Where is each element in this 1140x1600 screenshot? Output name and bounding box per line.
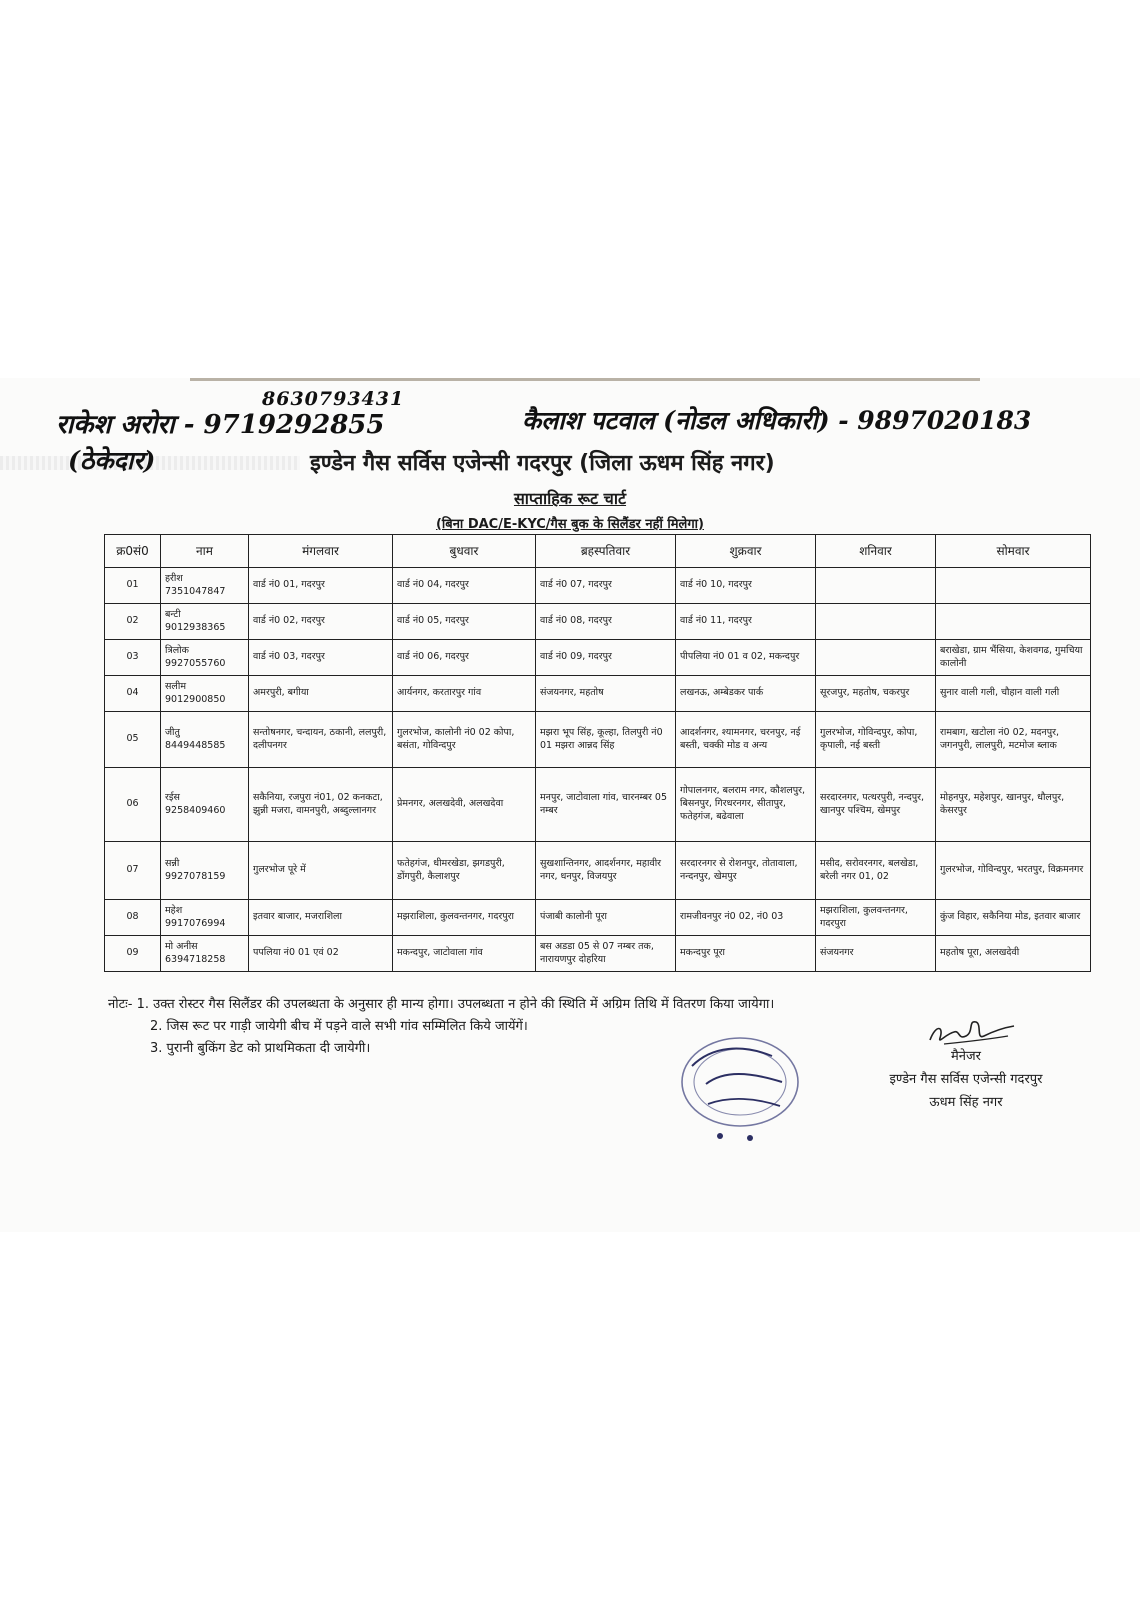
route-cell-thu: मनपुर, जाटोवाला गांव, चारनम्बर 05 नम्बर — [536, 768, 676, 842]
route-cell-mon — [936, 568, 1091, 604]
driver-cell — [161, 568, 249, 604]
driver-phone: 9927055760 — [165, 657, 226, 669]
driver-phone: 9012900850 — [165, 693, 226, 705]
table-row — [105, 900, 1091, 936]
route-cell-fri: वार्ड नं0 11, गदरपुर — [676, 604, 816, 640]
route-cell-sat: सरदारनगर, पत्थरपुरी, नन्दपुर, खानपुर पश्चिम, खेमपुर — [816, 768, 936, 842]
table-row — [105, 604, 1091, 640]
driver-name: मो अनीस — [165, 940, 198, 952]
driver-phone: 6394718258 — [165, 953, 226, 965]
route-cell-wed: वार्ड नं0 06, गदरपुर — [393, 640, 536, 676]
column-header: बुधवार — [393, 535, 536, 568]
table-row — [105, 640, 1091, 676]
handwritten-alt-phone: 8630793431 — [262, 388, 405, 410]
route-cell-mon: महतोष पूरा, अलखदेवी — [936, 936, 1091, 972]
route-cell-thu: वार्ड नं0 08, गदरपुर — [536, 604, 676, 640]
route-cell-sat — [816, 604, 936, 640]
agency-title: इण्डेन गैस सर्विस एजेन्सी गदरपुर (जिला ऊधम सिंह नगर) — [310, 451, 775, 476]
route-cell-sat — [816, 640, 936, 676]
note-item — [108, 994, 1068, 1016]
route-cell-thu: संजयनगर, महतोष — [536, 676, 676, 712]
route-cell-wed: आर्यनगर, करतारपुर गांव — [393, 676, 536, 712]
note-text: 3. पुरानी बुकिंग डेट को प्राथमिकता दी जायेगी। — [150, 1041, 371, 1057]
driver-name: हरीश — [165, 572, 183, 584]
signatory-block — [836, 1046, 1096, 1114]
route-cell-wed: फतेहगंज, धीमरखेडा, झगडपुरी, डोंगपुरी, कैलाशपुर — [393, 842, 536, 900]
route-cell-mon: सुनार वाली गली, चौहान वाली गली — [936, 676, 1091, 712]
route-cell-sat: संजयनगर — [816, 936, 936, 972]
route-cell-mon: बराखेडा, ग्राम भैंसिया, केशवगढ, गुमचिया कालोनी — [936, 640, 1091, 676]
driver-name: सलीम — [165, 680, 187, 692]
serial-number: 01 — [105, 568, 161, 604]
chart-subtitle — [0, 487, 1140, 509]
serial-number: 05 — [105, 712, 161, 768]
route-cell-wed: मझराशिला, कुलवन्तनगर, गदरपुरा — [393, 900, 536, 936]
route-cell-tue: वार्ड नं0 02, गदरपुर — [249, 604, 393, 640]
route-cell-tue: गुलरभोज पूरे में — [249, 842, 393, 900]
route-cell-fri: वार्ड नं0 10, गदरपुर — [676, 568, 816, 604]
driver-cell — [161, 604, 249, 640]
route-cell-fri: लखनऊ, अम्बेडकर पार्क — [676, 676, 816, 712]
column-header: शनिवार — [816, 535, 936, 568]
driver-phone: 9917076994 — [165, 917, 226, 929]
route-cell-thu: मझरा भूप सिंह, कूल्हा, तिलपुरी नं0 01 मझरा आन्नद सिंह — [536, 712, 676, 768]
route-cell-sat: सूरजपुर, महतोष, चकरपुर — [816, 676, 936, 712]
route-cell-thu: वार्ड नं0 07, गदरपुर — [536, 568, 676, 604]
driver-cell — [161, 640, 249, 676]
driver-phone: 9012938365 — [165, 621, 226, 633]
route-cell-fri: आदर्शनगर, श्यामनगर, चरनपुर, नई बस्ती, चक्की मोड व अन्य — [676, 712, 816, 768]
route-cell-tue: सन्तोषनगर, चन्दायन, ठकानी, ललपुरी, दलीपनगर — [249, 712, 393, 768]
driver-name: रईस — [165, 791, 180, 803]
table-row — [105, 936, 1091, 972]
route-cell-thu: वार्ड नं0 09, गदरपुर — [536, 640, 676, 676]
driver-cell — [161, 676, 249, 712]
route-cell-mon: रामबाग, खटोला नं0 02, मदनपुर, जगनपुरी, लालपुरी, मटमोज ब्लाक — [936, 712, 1091, 768]
route-cell-fri: रामजीवनपुर नं0 02, नं0 03 — [676, 900, 816, 936]
route-cell-thu: पंजाबी कालोनी पूरा — [536, 900, 676, 936]
column-header: सोमवार — [936, 535, 1091, 568]
signatory-org: इण्डेन गैस सर्विस एजेन्सी गदरपुर — [889, 1071, 1043, 1087]
route-cell-wed: वार्ड नं0 04, गदरपुर — [393, 568, 536, 604]
driver-name: बन्टी — [165, 608, 181, 620]
chart-subtitle-text: साप्ताहिक रूट चार्ट — [513, 489, 627, 508]
weekly-route-table — [104, 534, 1091, 972]
driver-phone: 9927078159 — [165, 870, 226, 882]
table-row — [105, 842, 1091, 900]
driver-cell — [161, 842, 249, 900]
route-cell-thu: सुखशान्तिनगर, आदर्शनगर, महावीर नगर, धनपुर, विजयपुर — [536, 842, 676, 900]
handwritten-nodal-officer: कैलाश पटवाल (नोडल अधिकारी) - 9897020183 — [522, 406, 1032, 435]
driver-name: महेश — [165, 904, 183, 916]
route-cell-sat: मसीद, सरोवरनगर, बलखेडा, बरेली नगर 01, 02 — [816, 842, 936, 900]
serial-number: 03 — [105, 640, 161, 676]
serial-number: 06 — [105, 768, 161, 842]
manager-signature — [924, 1014, 1020, 1050]
serial-number: 07 — [105, 842, 161, 900]
signatory-place: ऊधम सिंह नगर — [929, 1094, 1003, 1110]
route-cell-fri: पीपलिया नं0 01 व 02, मकन्दपुर — [676, 640, 816, 676]
route-cell-tue: इतवार बाजार, मजराशिला — [249, 900, 393, 936]
serial-number: 09 — [105, 936, 161, 972]
route-cell-mon — [936, 604, 1091, 640]
serial-number: 04 — [105, 676, 161, 712]
route-cell-wed: गुलरभोज, कालोनी नं0 02 कोपा, बसंता, गोविन्दपुर — [393, 712, 536, 768]
route-cell-mon: कुंज विहार, सकैनिया मोड, इतवार बाजार — [936, 900, 1091, 936]
route-cell-sat: मझराशिला, कुलवन्तनगर, गदरपुरा — [816, 900, 936, 936]
handwritten-contractor-role: (ठेकेदार) — [68, 446, 156, 475]
route-cell-tue: वार्ड नं0 01, गदरपुर — [249, 568, 393, 604]
kyc-warning-text: (बिना DAC/E-KYC/गैस बुक के सिलैंडर नहीं मिलेगा) — [435, 517, 704, 532]
route-cell-sat: गुलरभोज, गोविन्दपुर, कोपा, कृपाली, नई बस्ती — [816, 712, 936, 768]
route-cell-thu: बस अडडा 05 से 07 नम्बर तक, नारायणपुर दोहरिया — [536, 936, 676, 972]
table-header-row — [105, 535, 1091, 568]
route-cell-wed: प्रेमनगर, अलखदेवी, अलखदेवा — [393, 768, 536, 842]
route-cell-tue: सकैनिया, रजपुरा नं01, 02 कनकटा, झुन्नी मजरा, वामनपुरी, अब्दुल्लानगर — [249, 768, 393, 842]
route-cell-sat — [816, 568, 936, 604]
kyc-warning — [0, 514, 1140, 532]
note-text: 1. उक्त रोस्टर गैस सिलैंडर की उपलब्धता के अनुसार ही मान्य होगा। उपलब्धता न होने की स्थिति में अग्रिम तिथि में वितरण किया जायेगा। — [136, 997, 775, 1012]
route-cell-wed: वार्ड नं0 05, गदरपुर — [393, 604, 536, 640]
driver-phone: 7351047847 — [165, 585, 226, 597]
route-cell-tue: अमरपुरी, बगीया — [249, 676, 393, 712]
table-row — [105, 568, 1091, 604]
table-row — [105, 768, 1091, 842]
table-row — [105, 712, 1091, 768]
route-cell-mon: मोहनपुर, महेशपुर, खानपुर, धौलपुर, केसरपुर — [936, 768, 1091, 842]
serial-number: 02 — [105, 604, 161, 640]
handwritten-contractor: राकेश अरोरा - 9719292855 — [56, 410, 385, 440]
driver-phone: 8449448585 — [165, 739, 226, 751]
route-cell-fri: मकन्दपुर पूरा — [676, 936, 816, 972]
route-cell-wed: मकन्दपुर, जाटोवाला गांव — [393, 936, 536, 972]
route-cell-tue: पपलिया नं0 01 एवं 02 — [249, 936, 393, 972]
driver-phone: 9258409460 — [165, 804, 226, 816]
column-header: ब्रहस्पतिवार — [536, 535, 676, 568]
column-header: शुक्रवार — [676, 535, 816, 568]
driver-name: जीतु — [165, 726, 180, 738]
column-header: नाम — [161, 535, 249, 568]
driver-cell — [161, 768, 249, 842]
driver-cell — [161, 936, 249, 972]
scan-edge-line — [190, 378, 980, 381]
serial-number: 08 — [105, 900, 161, 936]
official-stamp — [672, 1026, 822, 1144]
driver-name: सन्नी — [165, 857, 180, 869]
driver-cell — [161, 900, 249, 936]
signatory-designation: मैनेजर — [951, 1049, 981, 1064]
column-header: मंगलवार — [249, 535, 393, 568]
route-cell-mon: गुलरभोज, गोविन्दपुर, भरतपुर, विक्रमनगर — [936, 842, 1091, 900]
route-cell-fri: गोपालनगर, बलराम नगर, कौशलपुर, बिसनपुर, गिरधरनगर, सीतापुर, फतेहगंज, बढेवाला — [676, 768, 816, 842]
notes-label: नोटः- — [108, 997, 133, 1012]
driver-name: त्रिलोक — [165, 644, 189, 656]
route-cell-tue: वार्ड नं0 03, गदरपुर — [249, 640, 393, 676]
column-header: क्र0सं0 — [105, 535, 161, 568]
note-text: 2. जिस रूट पर गाड़ी जायेगी बीच में पड़ने वाले सभी गांव सम्मिलित किये जायेंगें। — [150, 1019, 528, 1035]
driver-cell — [161, 712, 249, 768]
route-cell-fri: सरदारनगर से रोशनपुर, तोतावाला, नन्दनपुर, खेमपुर — [676, 842, 816, 900]
table-row — [105, 676, 1091, 712]
